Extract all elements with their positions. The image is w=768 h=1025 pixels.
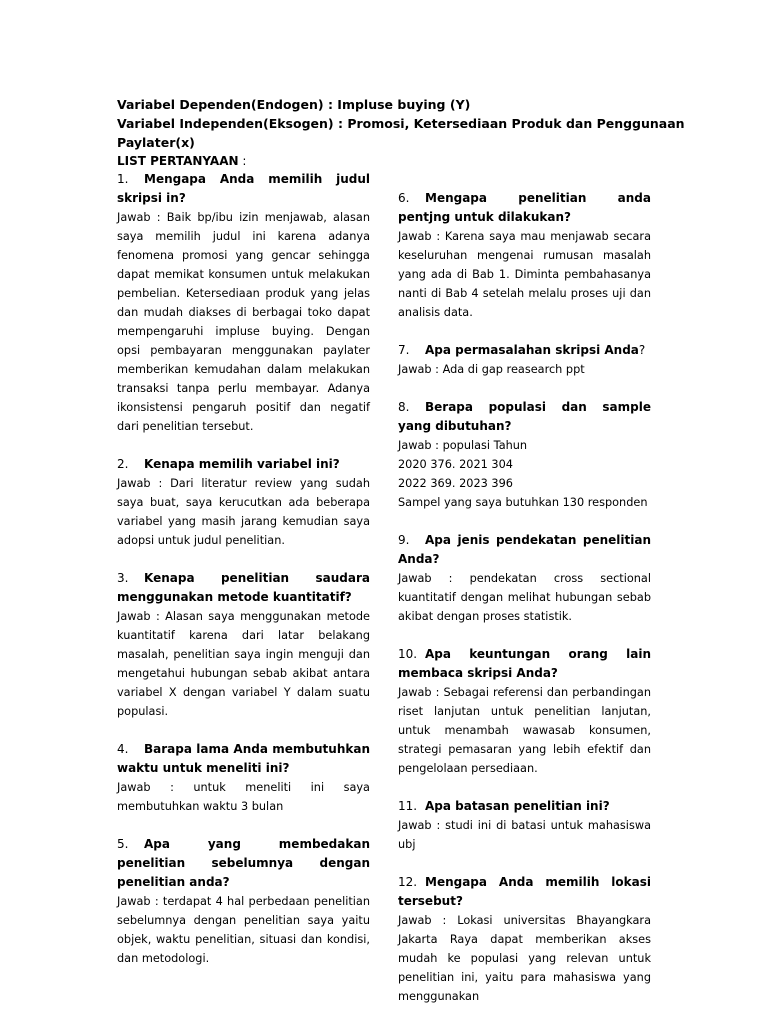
question-text: Mengapa Anda memilih lokasi tersebut? [398, 875, 651, 908]
answer-text: Jawab : Dari literatur review yang sudah saya buat, saya kerucutkan ada beberapa variabel yang masih jarang kemudian saya adopsi untuk judul penelitian. [117, 477, 370, 547]
question-suffix: ? [638, 343, 646, 357]
question-number: 2. [117, 457, 129, 471]
question-text: Apa jenis pendekatan penelitian Anda? [398, 533, 651, 566]
question-number: 12. [398, 875, 418, 889]
answer-text: Jawab : Ada di gap reasearch ppt [398, 363, 585, 376]
question-block [398, 398, 651, 512]
question-block [398, 531, 651, 626]
list-title-text: LIST PERTANYAAN [117, 154, 239, 168]
question-text: Kenapa penelitian saudara menggunakan metode kuantitatif? [117, 571, 370, 604]
question-heading [398, 873, 651, 911]
question-number: 7. [398, 343, 410, 357]
answer-text: Jawab : pendekatan cross sectional kuantitatif dengan melihat hubungan sebab akibat dengan proses statistik. [398, 572, 651, 623]
question-text: Apa batasan penelitian ini? [425, 799, 610, 813]
question-block [117, 170, 370, 436]
question-text: Mengapa Anda memilih judul skripsi in? [117, 172, 370, 205]
question-heading [398, 531, 651, 569]
question-heading [117, 455, 370, 474]
question-heading [117, 170, 370, 208]
question-number: 4. [117, 742, 129, 756]
question-text: Kenapa memilih variabel ini? [144, 457, 340, 471]
question-number: 9. [398, 533, 410, 547]
question-text: Barapa lama Anda membutuhkan waktu untuk meneliti ini? [117, 742, 370, 775]
question-number: 3. [117, 571, 129, 585]
answer-text: Jawab : studi ini di batasi untuk mahasiswa ubj [398, 819, 651, 851]
question-block [398, 189, 651, 322]
question-heading [398, 189, 651, 227]
question-number: 8. [398, 400, 410, 414]
list-title [117, 152, 246, 171]
question-text: Apa yang membedakan penelitian sebelumnya dengan penelitian anda? [117, 837, 370, 889]
question-block [117, 740, 370, 816]
question-text: Berapa populasi dan sample yang dibutuhan? [398, 400, 651, 433]
answer-text: Jawab : untuk meneliti ini saya membutuhkan waktu 3 bulan [117, 781, 370, 813]
document-header [117, 95, 717, 152]
question-block [117, 569, 370, 721]
list-title-colon: : [238, 154, 247, 168]
question-heading [398, 645, 651, 683]
answer-text: Jawab : Baik bp/ibu izin menjawab, alasan saya memilih judul ini karena adanya fenomena promosi yang gencar sehingga dapat memikat konsumen untuk melakukan pembelian. Ketersediaan produk yang jelas dan mudah diakses di berbagai toko dapat mempengaruhi impluse buying. Dengan opsi pembayaran menggunakan paylater memberikan kemudahan dalam melakukan transaksi tanpa perlu membayar. Adanya ikonsistensi pengaruh positif dan negatif dari penelitian tersebut. [117, 211, 370, 433]
answer-text: Jawab : Karena saya mau menjawab secara keseluruhan mengenai rumusan masalah yang ada di Bab 1. Diminta pembahasanya nanti di Bab 4 setelah melalu proses uji dan analisis data. [398, 230, 651, 319]
question-block [117, 455, 370, 550]
question-block [117, 835, 370, 968]
question-number: 5. [117, 837, 129, 851]
question-block [398, 873, 651, 1006]
question-heading [117, 835, 370, 892]
question-number: 1. [117, 172, 129, 186]
question-text: Mengapa penelitian anda pentjng untuk dilakukan? [398, 191, 651, 224]
question-block [398, 797, 651, 854]
question-heading [117, 569, 370, 607]
question-heading [398, 797, 651, 816]
question-heading [117, 740, 370, 778]
question-text: Apa keuntungan orang lain membaca skripsi Anda? [398, 647, 651, 680]
question-number: 11. [398, 799, 418, 813]
answer-text: Jawab : Alasan saya menggunakan metode kuantitatif karena dari latar belakang masalah, penelitian saya ingin menguji dan mengetahui hubungan sebab akibat antara variabel X dengan variabel Y dalam suatu populasi. [117, 610, 370, 718]
question-heading [398, 341, 651, 360]
dependent-variable-line: Variabel Dependen(Endogen) : Impluse buying (Y) [117, 97, 471, 112]
question-number: 6. [398, 191, 410, 205]
question-block [398, 645, 651, 778]
answer-text: Jawab : terdapat 4 hal perbedaan penelitian sebelumnya dengan penelitian saya yaitu objek, waktu penelitian, situasi dan kondisi, dan metodologi. [117, 895, 370, 965]
question-text: Apa permasalahan skripsi Anda [425, 343, 639, 357]
question-heading [398, 398, 651, 436]
answer-text: Jawab : Sebagai referensi dan perbandingan riset lanjutan untuk penelitian lanjutan, untuk menambah wawasab konsumen, strategi pemasaran yang lebih efektif dan pengelolaan persediaan. [398, 686, 651, 775]
right-column [398, 189, 651, 1025]
answer-text: Jawab : populasi Tahun 2020 376. 2021 304 2022 369. 2023 396 Sampel yang saya butuhkan 130 responden [398, 439, 648, 509]
left-column [117, 170, 370, 987]
independent-variable-line: Variabel Independen(Eksogen) : Promosi, Ketersediaan Produk dan Penggunaan Paylater(x) [117, 116, 685, 150]
answer-text: Jawab : Lokasi universitas Bhayangkara Jakarta Raya dapat memberikan akses mudah ke populasi yang relevan untuk penelitian ini, yaitu para mahasiswa yang menggunakan [398, 914, 651, 1003]
question-number: 10. [398, 647, 418, 661]
question-block [398, 341, 651, 379]
